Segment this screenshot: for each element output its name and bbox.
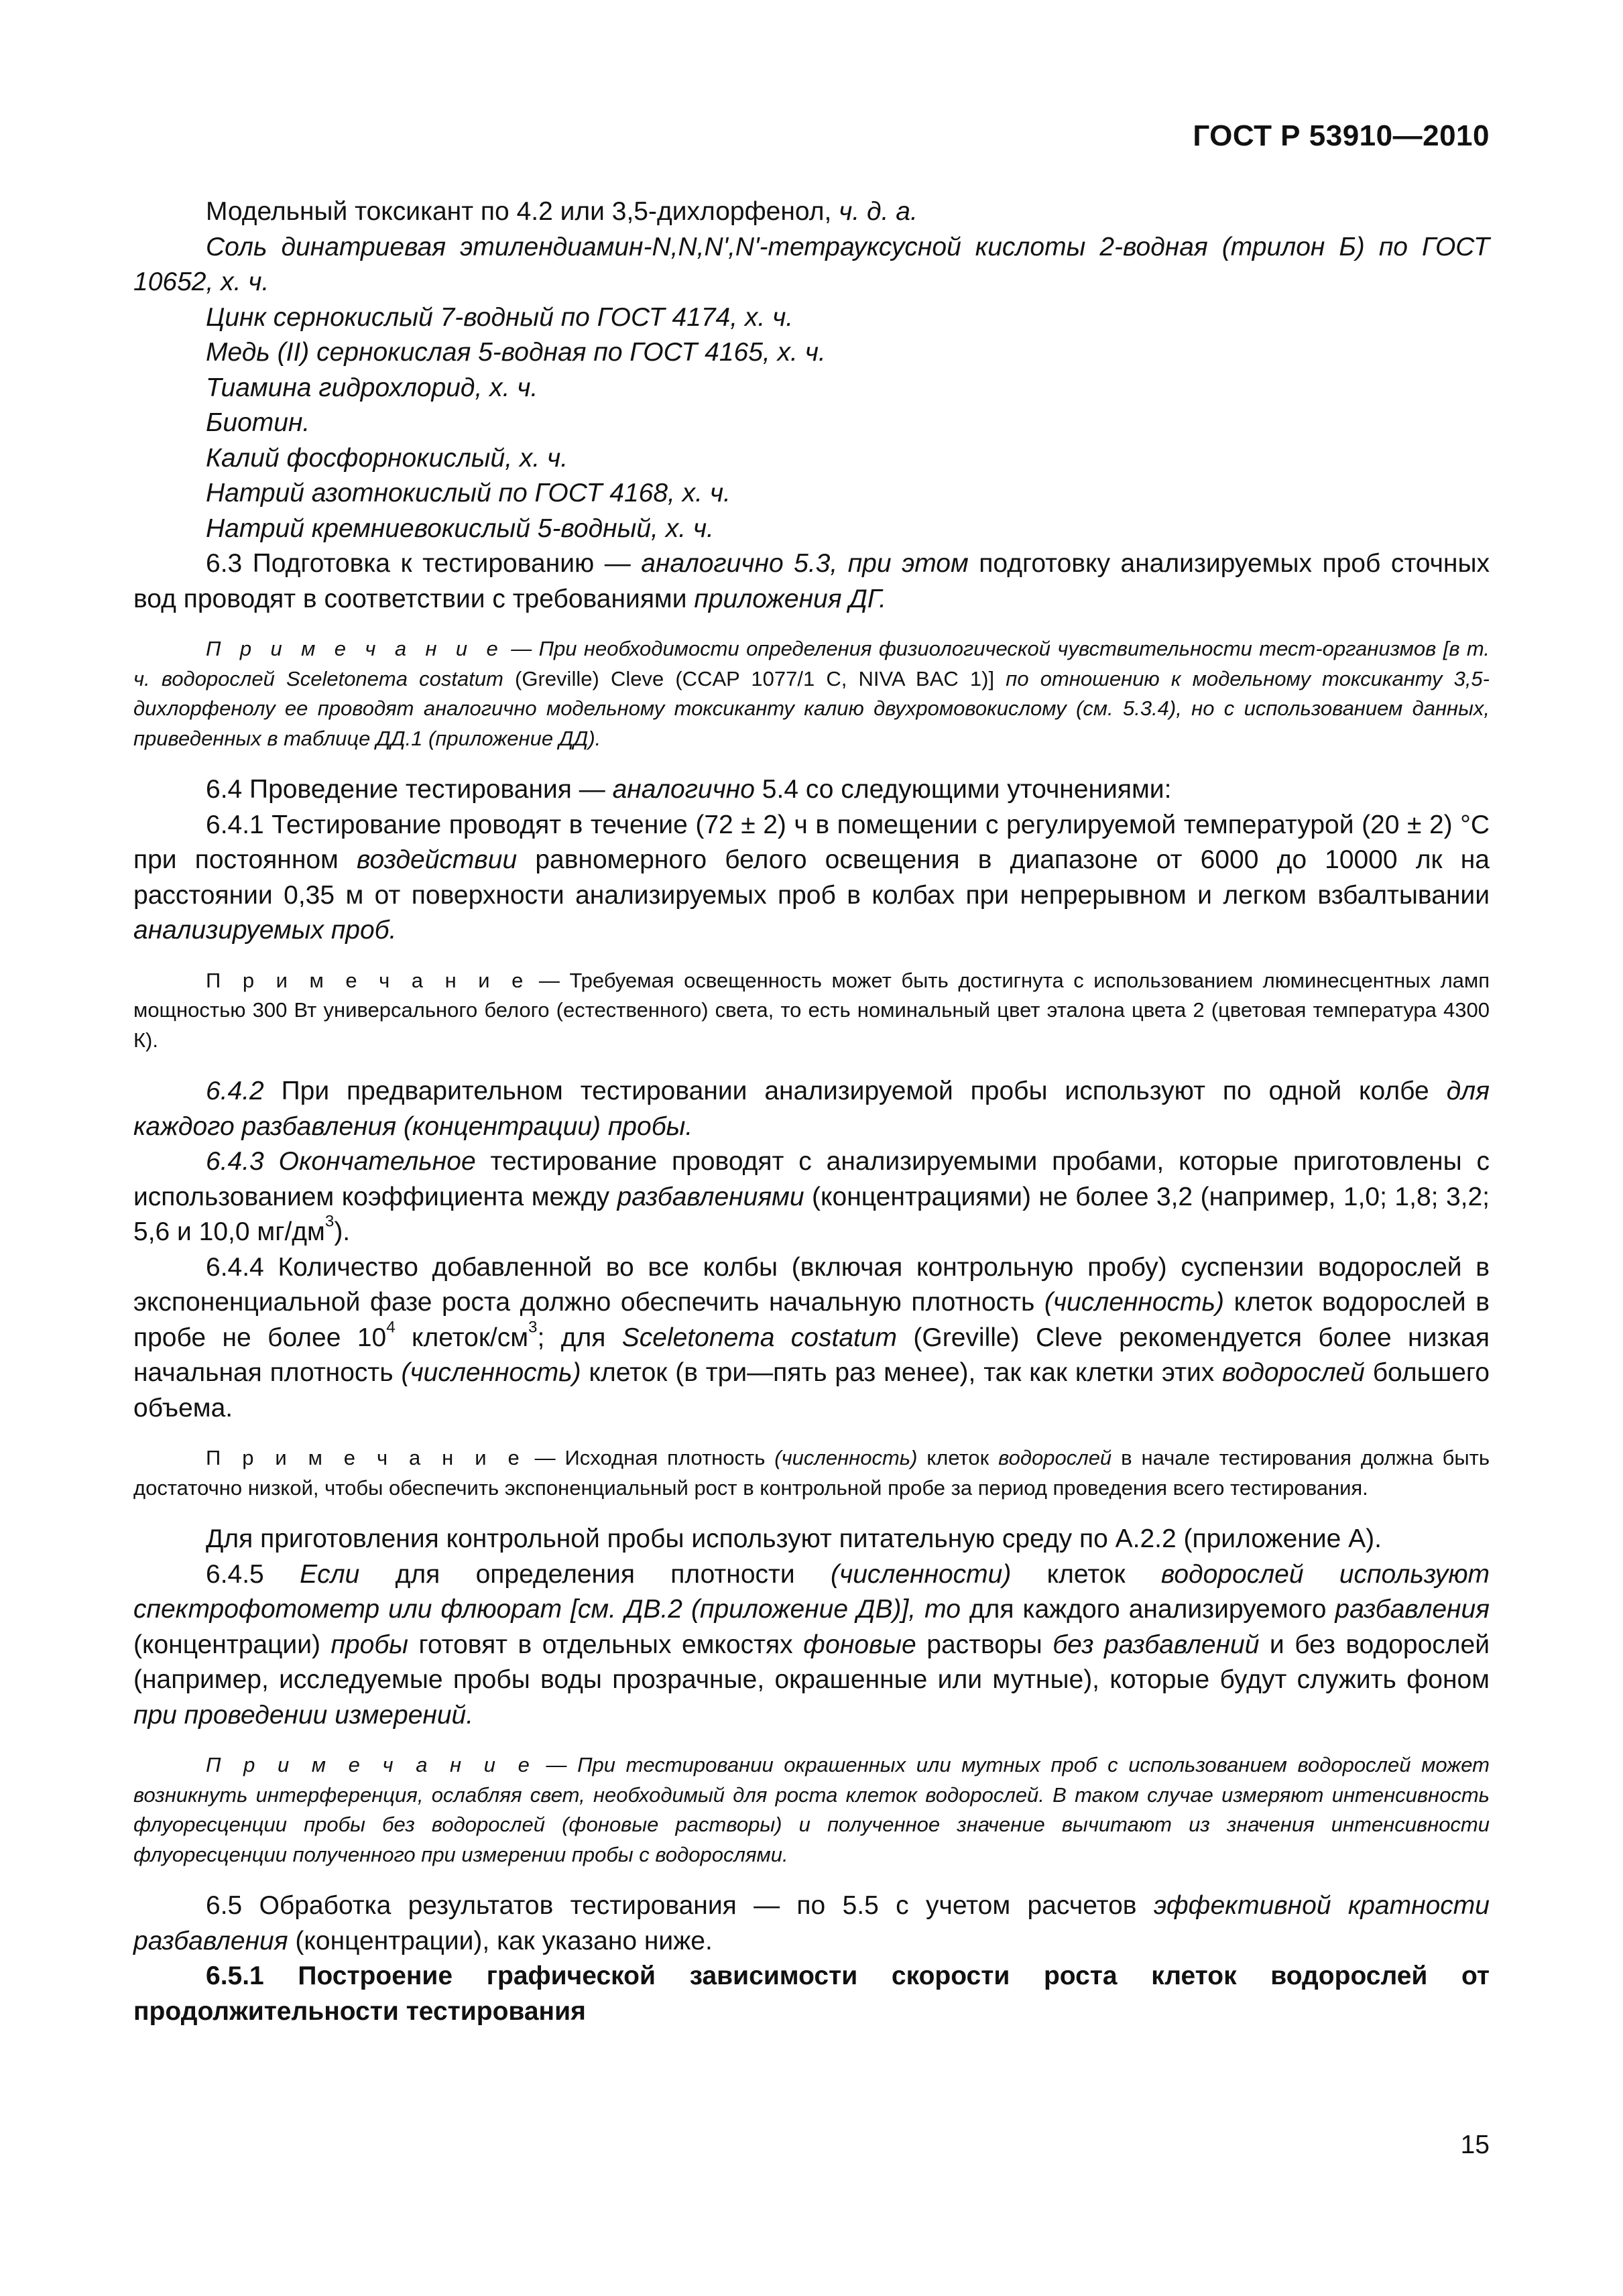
text-run: — Требуемая освещенность может быть достигнута с использованием люминесцентных ламп мощностью 300 Вт универсального белого (естественного) света, то есть номинальный цвет эталона цвета 2 (цветовая температура 4300 К). bbox=[133, 968, 1490, 1052]
text-run: Sceletonema costatum bbox=[286, 666, 503, 690]
text-run: Для приготовления контрольной пробы используют питательную среду по А.2.2 (приложение А). bbox=[206, 1524, 1382, 1553]
text-run: Если bbox=[300, 1559, 360, 1589]
text-run: ). bbox=[334, 1217, 351, 1246]
text-run: клеток bbox=[1011, 1559, 1161, 1589]
text-run: Биотин. bbox=[206, 408, 310, 437]
text-run: (численность) bbox=[401, 1358, 581, 1387]
reagent-item bbox=[133, 371, 1490, 406]
text-run: аналогично 5.3, при этом bbox=[641, 549, 969, 578]
text-run: Калий фосфорнокислый, х. ч. bbox=[206, 443, 568, 473]
text-run: без разбавлений bbox=[1053, 1630, 1260, 1659]
text-run: ; для bbox=[537, 1323, 622, 1352]
text-run: П р и м е ч а н и е bbox=[206, 968, 530, 992]
text-run: для каждого анализируемого bbox=[960, 1595, 1335, 1624]
text-run: растворы bbox=[916, 1630, 1053, 1659]
section-6-4-5 bbox=[133, 1557, 1490, 1734]
note-initial-density bbox=[133, 1443, 1490, 1503]
text-run: тестирование проводят с анализируемыми пробами, которые приготовлены с использованием коэффициента между bbox=[133, 1147, 1490, 1211]
section-6-4-3 bbox=[133, 1144, 1490, 1250]
text-run: большего объема. bbox=[133, 1358, 1490, 1423]
text-run: — При необходимости определения физиологической чувствительности тест-организмов [в т. ч. водорослей bbox=[133, 637, 1490, 690]
reagent-item bbox=[133, 511, 1490, 547]
text-run: П р и м е ч а н и е bbox=[206, 1753, 536, 1776]
text-run: — При тестировании окрашенных или мутных проб с использованием водорослей может возникнуть интерференция, ослабляя свет, необходимый для роста клеток водорослей. В таком случае измеряют интенсивность флуоресценции пробы без водорослей (фоновые растворы) и полученное значение вычитают из значения интенсивности флуоресценции полученного при измерении пробы с водорослями. bbox=[133, 1753, 1490, 1866]
text-run: 6.4.4 Количество добавленной во все колбы (включая контрольную пробу) суспензии водорослей в экспоненциальной фазе роста должно обеспечить начальную плотность bbox=[133, 1252, 1490, 1317]
page-body bbox=[133, 194, 1490, 2029]
text-run: Медь (II) сернокислая 5-водная по ГОСТ 4165, х. ч. bbox=[206, 338, 826, 367]
text-run: пробы bbox=[330, 1630, 408, 1659]
text-run: клеток (в три—пять раз менее), так как клетки этих bbox=[581, 1358, 1223, 1387]
text-run: (концентрации) bbox=[133, 1630, 331, 1659]
text-run: анализируемых проб. bbox=[133, 916, 397, 945]
text-run: водорослей bbox=[1222, 1358, 1365, 1387]
text-run: Натрий азотнокислый по ГОСТ 4168, х. ч. bbox=[206, 479, 731, 507]
text-run: 5.4 со следующими уточнениями: bbox=[754, 775, 1172, 804]
text-run: П р и м е ч а н и е bbox=[206, 1446, 526, 1469]
text-run: клеток водорослей в пробе не более 10 bbox=[133, 1288, 1490, 1352]
text-run: (численность) bbox=[774, 1446, 918, 1469]
text-run: (Greville) Cleve рекомендуется более низкая начальная плотность bbox=[133, 1323, 1490, 1387]
text-run: 3 bbox=[324, 1212, 335, 1231]
reagent-item bbox=[133, 300, 1490, 336]
text-run: фоновые bbox=[803, 1630, 916, 1659]
text-run: ч. д. а. bbox=[839, 197, 918, 226]
section-6-4-4 bbox=[133, 1250, 1490, 1427]
text-run: (концентрации), как указано ниже. bbox=[288, 1926, 713, 1955]
text-run: подготовку анализируемых проб сточных вод проводят в соответствии с требованиями bbox=[133, 549, 1490, 613]
section-6-4 bbox=[133, 772, 1490, 808]
text-run: При предварительном тестировании анализируемой пробы используют по одной колбе bbox=[263, 1077, 1447, 1105]
text-run: разбавления bbox=[1335, 1595, 1490, 1624]
text-run: в начале тестирования должна быть достаточно низкой, чтобы обеспечить экспоненциальный рост в контрольной пробе за период проведения всего тестирования. bbox=[133, 1446, 1490, 1500]
text-run: (концентрациями) не более 3,2 (например, 1,0; 1,8; 3,2; 5,6 и 10,0 мг/дм bbox=[133, 1182, 1490, 1246]
text-run: П р и м е ч а н и е bbox=[206, 637, 504, 660]
reagent-item bbox=[133, 335, 1490, 371]
reagent-item bbox=[133, 441, 1490, 477]
note-sensitivity bbox=[133, 634, 1490, 753]
text-run: (Greville) Cleve (CCAP 1077/1 C, NIVA BAC 1)] bbox=[503, 666, 1006, 690]
text-run: водорослей используют спектрофотометр или флюорат [см. ДВ.2 (приложение ДВ)], то bbox=[133, 1559, 1490, 1624]
text-run: Тиамина гидрохлорид, х. ч. bbox=[206, 373, 538, 402]
text-run: 4 bbox=[386, 1317, 396, 1336]
reagent-item bbox=[133, 230, 1490, 300]
text-run: для определения плотности bbox=[359, 1559, 831, 1589]
text-run: воздействии bbox=[357, 845, 518, 874]
text-run: Модельный токсикант по 4.2 или 3,5-дихлорфенол, bbox=[206, 197, 839, 226]
text-run: аналогично bbox=[612, 775, 755, 804]
text-run: Соль динатриевая этилендиамин-N,N,N',N'-тетрауксусной кислоты 2-водная (трилон Б) по ГОСТ 10652, х. ч. bbox=[133, 232, 1490, 296]
text-run: Sceletonema costatum bbox=[621, 1323, 898, 1352]
control-sample-paragraph bbox=[133, 1522, 1490, 1557]
page-number: 15 bbox=[1460, 2130, 1490, 2159]
text-run: 6.3 Подготовка к тестированию — bbox=[206, 549, 642, 578]
text-run: 6.4.1 Тестирование проводят в течение (72 ± 2) ч в помещении с регулируемой температурой (20 ± 2) °С при постоянном bbox=[133, 810, 1490, 874]
text-run: 6.4.5 bbox=[206, 1559, 300, 1589]
text-run: Цинк сернокислый 7-водный по ГОСТ 4174, х. ч. bbox=[206, 302, 794, 332]
text-run: равномерного белого освещения в диапазоне от 6000 до 10000 лк на расстоянии 0,35 м от поверхности анализируемых проб в колбах при непрерывном и легком взбалтывании bbox=[133, 845, 1490, 910]
text-run: 6.5.1 Построение графической зависимости скорости роста клеток водорослей от продолжительности тестирования bbox=[133, 1961, 1490, 2026]
text-run: Натрий кремниевокислый 5-водный, х. ч. bbox=[206, 513, 714, 543]
text-run: (численность) bbox=[1044, 1288, 1225, 1317]
section-6-5-1-heading bbox=[133, 1959, 1490, 2029]
section-6-5 bbox=[133, 1888, 1490, 1959]
text-run: — Исходная плотность bbox=[525, 1446, 775, 1469]
text-run: 6.4 Проведение тестирования — bbox=[206, 775, 613, 804]
section-6-4-1 bbox=[133, 808, 1490, 949]
text-run: 6.4.3 Окончательное bbox=[206, 1147, 476, 1176]
section-6-4-2 bbox=[133, 1074, 1490, 1144]
text-run: приложения ДГ. bbox=[694, 584, 886, 613]
text-run: (численности) bbox=[831, 1559, 1012, 1589]
text-run: разбавлениями bbox=[617, 1182, 804, 1211]
text-run: 6.5 Обработка результатов тестирования — по 5.5 с учетом расчетов bbox=[206, 1891, 1154, 1920]
text-run: готовят в отдельных емкостях bbox=[408, 1630, 804, 1659]
reagent-list bbox=[133, 194, 1490, 546]
note-illumination bbox=[133, 966, 1490, 1056]
text-run: водорослей bbox=[998, 1446, 1112, 1469]
note-interference bbox=[133, 1750, 1490, 1870]
text-run: по отношению к модельному токсиканту 3,5-дихлорфенолу ее проводят аналогично модельному токсиканту калию двухромовокислому (см. 5.3.4), но с использованием данных, приведенных в таблице ДД.1 (приложение ДД). bbox=[133, 666, 1490, 750]
text-run: клеток bbox=[917, 1446, 999, 1469]
document-code-header: ГОСТ Р 53910—2010 bbox=[1193, 119, 1490, 152]
reagent-item bbox=[133, 406, 1490, 441]
text-run: 3 bbox=[528, 1317, 538, 1336]
text-run: для каждого разбавления (концентрации) пробы. bbox=[133, 1077, 1490, 1141]
text-run: и без водорослей (например, исследуемые пробы воды прозрачные, окрашенные или мутные), которые будут служить фоном bbox=[133, 1630, 1490, 1694]
section-6-3 bbox=[133, 546, 1490, 617]
text-run: клеток/см bbox=[395, 1323, 529, 1352]
text-run: 6.4.2 bbox=[206, 1077, 264, 1105]
text-run: при проведении измерений. bbox=[133, 1700, 474, 1730]
reagent-item bbox=[133, 194, 1490, 230]
reagent-item bbox=[133, 476, 1490, 511]
text-run: эффективной кратности разбавления bbox=[133, 1891, 1490, 1955]
